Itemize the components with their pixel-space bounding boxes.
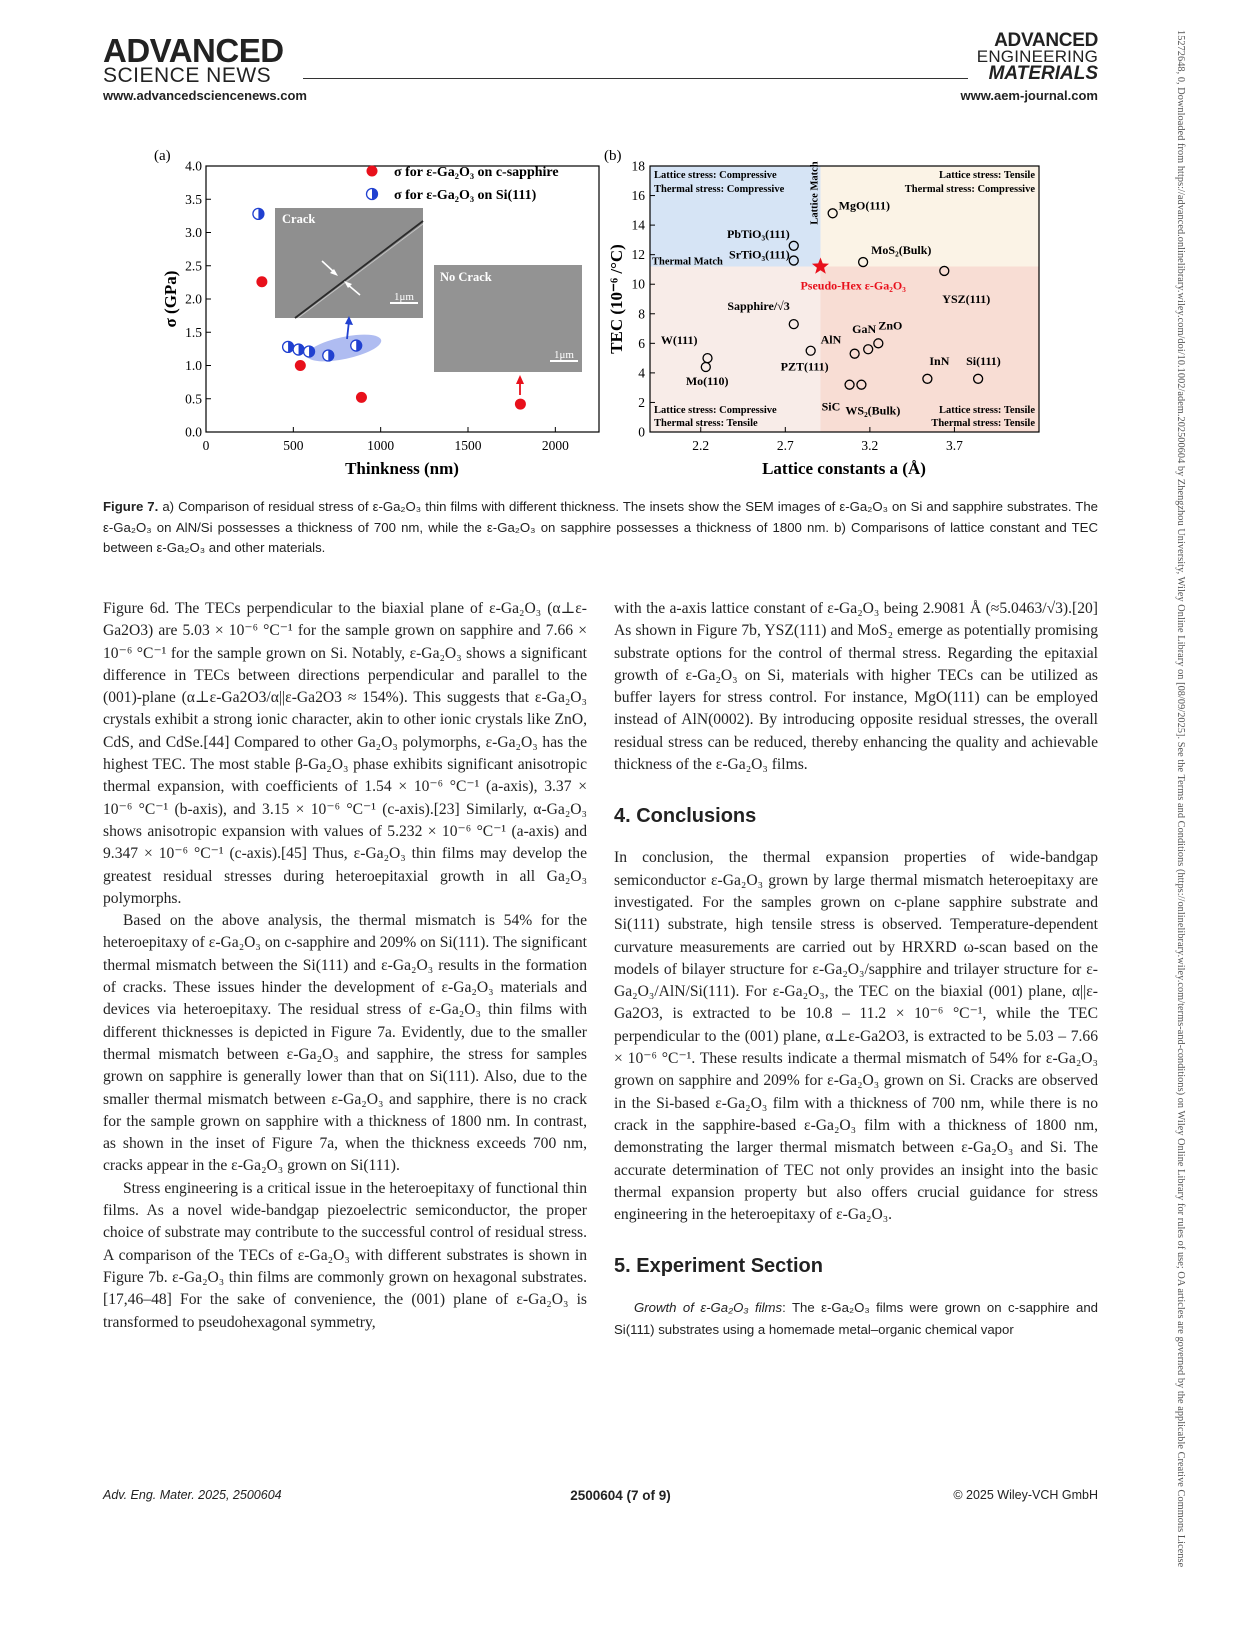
panel-a-x-axis-label: Thinkness (nm)	[345, 459, 459, 478]
y-tick-label: 16	[631, 188, 645, 204]
x-tick-label: 0	[202, 438, 210, 453]
y-tick-label: 12	[631, 247, 645, 263]
lattice-match-label: Lattice Match	[809, 161, 821, 225]
material-label: PbTiO₃(111)	[727, 226, 790, 241]
material-label: SrTiO₃(111)	[729, 247, 790, 262]
section-heading-conclusions: 4. Conclusions	[614, 805, 757, 828]
si-data-point	[283, 341, 294, 352]
si-cluster-highlight	[305, 329, 384, 366]
journal-logo-right	[977, 32, 1098, 83]
sapphire-data-point	[295, 360, 306, 371]
caption-label: Figure 7.	[103, 499, 159, 514]
material-label: SiC	[821, 399, 841, 414]
material-label: MoS₂(Bulk)	[871, 243, 932, 258]
region-label: Thermal stress: Tensile	[931, 418, 1035, 429]
y-tick-label: 1.0	[185, 358, 202, 373]
legend-sapphire-marker	[367, 166, 378, 177]
legend-sapphire-label: σ for ε-Ga₂O₃ on c-sapphire	[394, 165, 559, 180]
figure-7	[150, 143, 1050, 488]
material-label: Si(111)	[966, 353, 1001, 368]
figure-7-svg	[150, 143, 1050, 483]
material-label: AlN	[820, 332, 842, 347]
logo-left-line2: SCIENCE NEWS	[103, 64, 272, 87]
si-data-point	[304, 346, 315, 357]
x-tick-label: 2.7	[776, 438, 794, 453]
journal-logo-left	[103, 34, 284, 86]
material-label: Sapphire/√3	[727, 299, 790, 314]
x-tick-label: 500	[283, 438, 304, 453]
logo-left-line1: ADVANCED	[103, 32, 284, 69]
y-tick-label: 4	[638, 365, 645, 381]
right-paragraph-conclusions: In conclusion, the thermal expansion properties of wide-bandgap semiconductor ε-Ga₂O₃ grown by large thermal mismatch heteroepitaxy are investigated. For the samples grown on c-plane sapphire substrate and Si(111) substrate, high tensile stress is observed. Temperature-dependent curvature measurements are carried out by HRXRD ω-scan based on the models of bilayer structure for ε-Ga₂O₃/sapphire and trilayer structure for ε-Ga₂O₃/AlN/Si(111). For ε-Ga₂O₃, the TEC on the biaxial (001) plane, α||ε-Ga2O3, is extracted to be 10.8 – 11.2 × 10⁻⁶ °C⁻¹, while the TEC perpendicular to the (001) plane, α⊥ε-Ga2O3, is extracted to be 5.03 – 7.66 × 10⁻⁶ °C⁻¹. These results indicate a thermal mismatch of 54% for ε-Ga₂O₃ grown on sapphire and 209% for ε-Ga₂O₃ grown on Si. Cracks are observed in the Si-based ε-Ga₂O₃ film with a thickness of 700 nm, while there is no crack in the sapphire-based ε-Ga₂O₃ film with a thickness of 1800 nm, demonstrating the larger thermal mismatch between ε-Ga₂O₃ and Si. The accurate determination of TEC not only provides an insight into the basic thermal expansion property but also offers crucial guidance for stress engineering in the heteroepitaxy of ε-Ga₂O₃.	[614, 849, 1098, 1224]
material-label: MgO(111)	[838, 198, 890, 213]
material-label: ZnO	[878, 318, 903, 333]
inset-crack-sem	[275, 208, 423, 318]
panel-b	[604, 148, 1039, 478]
material-label: Mo(110)	[685, 373, 729, 388]
logo-right-line3: MATERIALS	[988, 63, 1098, 85]
y-tick-label: 0.5	[185, 391, 202, 407]
x-tick-label: 1000	[367, 438, 395, 453]
material-label: WS₂(Bulk)	[845, 403, 901, 418]
si-data-point	[323, 350, 334, 361]
figure-caption	[103, 497, 1098, 559]
region-label: Thermal stress: Tensile	[654, 418, 758, 429]
panel-b-label: (b)	[604, 148, 622, 164]
y-tick-label: 2.5	[185, 258, 202, 274]
region-label: Lattice stress: Tensile	[938, 170, 1035, 181]
y-tick-label: 8	[638, 306, 645, 322]
region-label: Lattice stress: Compressive	[654, 170, 777, 181]
inset-crack-label: Crack	[282, 212, 316, 226]
material-label: W(111)	[660, 333, 698, 348]
download-side-note: 15272648, 0, Downloaded from https://advanced.onlinelibrary.wiley.com/doi/10.1002/adem.202500604 by Zhengzhou University, Wiley Online Library on [08/09/2025]. See the Terms and Conditions (https://onlinelibrary.wiley.com/terms-and-conditions) on Wiley Online Library for rules of use; OA articles are governed by the applicable Creative Commons License	[1175, 30, 1186, 1568]
y-tick-label: 2	[638, 394, 645, 410]
x-tick-label: 3.7	[945, 438, 963, 453]
material-label: PZT(111)	[780, 359, 829, 374]
x-tick-label: 1500	[454, 438, 482, 453]
material-label: GaN	[852, 322, 877, 337]
y-tick-label: 1.5	[185, 324, 202, 340]
si-data-point	[293, 344, 304, 355]
panel-a-label: (a)	[154, 148, 171, 164]
inset-nocrack-label: No Crack	[440, 270, 492, 284]
y-tick-label: 3.0	[185, 225, 202, 240]
left-paragraph-3: Stress engineering is a critical issue in the heteroepitaxy of functional thin films. As a novel wide-bandgap piezoelectric semiconductor, the proper choice of substrate may contribute to the successful control of residual stress. A comparison of the TECs of ε-Ga₂O₃ with different substrates is shown in Figure 7b. ε-Ga₂O₃ thin films are commonly grown on hexagonal substrates.[17,46–48] For the sake of convenience, the (001) plane of ε-Ga₂O₃ is transformed to pseudohexagonal symmetry,	[103, 1179, 587, 1331]
caption-text: a) Comparison of residual stress of ε-Ga₂O₃ thin films with different thickness. The insets show the SEM images of ε-Ga₂O₃ on Si and sapphire substrates. The ε-Ga₂O₃ on AlN/Si possesses a thickness of 700 nm, while the ε-Ga₂O₃ on sapphire possesses a thickness of 1800 nm. b) Comparisons of lattice constant and TEC between ε-Ga₂O₃ and other materials.	[103, 499, 1098, 555]
thermal-match-label: Thermal Match	[652, 256, 723, 268]
y-tick-label: 2.0	[185, 291, 202, 307]
footer-journal-ref: Adv. Eng. Mater. 2025, 2500604	[103, 1488, 282, 1502]
y-tick-label: 14	[631, 217, 645, 233]
y-tick-label: 0.0	[185, 424, 202, 440]
region-label: Thermal stress: Compressive	[654, 184, 785, 195]
header-rule	[303, 78, 968, 79]
footer-copyright: © 2025 Wiley-VCH GmbH	[953, 1488, 1098, 1502]
region-label: Thermal stress: Compressive	[904, 184, 1035, 195]
sapphire-data-point	[515, 399, 526, 410]
experiment-text: : The ε-Ga₂O₃ films were grown on c-sapphire and Si(111) substrates using a homemade metal–organic chemical vapor	[614, 1300, 1098, 1338]
inset-crack-scalebar: 1μm	[394, 291, 414, 303]
si-data-point	[351, 340, 362, 351]
logo-right-line1: ADVANCED	[994, 30, 1098, 51]
panel-a-y-axis-label: σ (GPa)	[161, 270, 180, 328]
experiment-subheading: Growth of ε-Ga₂O₃ films	[634, 1300, 783, 1316]
y-tick-label: 3.5	[185, 191, 202, 207]
region-label: Lattice stress: Compressive	[654, 405, 777, 416]
x-tick-label: 3.2	[861, 438, 879, 453]
y-tick-label: 10	[631, 276, 645, 292]
sapphire-data-point	[256, 276, 267, 287]
y-tick-label: 0	[638, 424, 645, 440]
panel-b-x-axis-label: Lattice constants a (Å)	[762, 459, 926, 478]
y-tick-label: 6	[638, 335, 645, 351]
right-url-link[interactable]: www.aem-journal.com	[960, 88, 1098, 103]
right-paragraph-experiment	[614, 1297, 1098, 1341]
inset-nocrack-sem	[434, 265, 582, 372]
x-tick-label: 2000	[541, 438, 569, 453]
y-tick-label: 4.0	[185, 158, 202, 174]
x-tick-label: 2.2	[692, 438, 710, 453]
right-column	[614, 598, 1098, 1341]
material-label: YSZ(111)	[942, 291, 991, 306]
pseudo-hex-label: Pseudo-Hex ε-Ga₂O₃	[800, 278, 906, 293]
panel-b-y-axis-label: TEC (10⁻⁶ /°C)	[607, 244, 626, 354]
section-heading-experiment: 5. Experiment Section	[614, 1255, 823, 1278]
left-url-link[interactable]: www.advancedsciencenews.com	[103, 88, 307, 103]
left-column	[103, 598, 587, 1334]
footer-page-number: 2500604 (7 of 9)	[570, 1488, 671, 1503]
legend-si-marker	[367, 189, 378, 200]
material-label: InN	[929, 353, 950, 368]
legend-si-label: σ for ε-Ga₂O₃ on Si(111)	[394, 188, 537, 203]
inset-nocrack-scalebar: 1μm	[554, 349, 574, 361]
logo-right-line2: ENGINEERING	[976, 47, 1098, 67]
si-data-point	[253, 208, 264, 219]
left-paragraph-2: Based on the above analysis, the thermal mismatch is 54% for the heteroepitaxy of ε-Ga₂O₃ on c-sapphire and 209% on Si(111). The significant thermal mismatch between the Si(111) and ε-Ga₂O₃ results in the formation of cracks. These issues hinder the development of ε-Ga₂O₃ materials and devices via heteroepitaxy. The residual stress of ε-Ga₂O₃ thin films with different thicknesses is depicted in Figure 7a. Evidently, due to the smaller thermal mismatch between ε-Ga₂O₃ and sapphire, the stress for samples grown on sapphire is generally lower than that on Si(111). Also, due to the smaller thermal mismatch between ε-Ga₂O₃ and sapphire, there is no crack for the sample grown on sapphire with a thickness of 1800 nm. In contrast, as shown in the inset of Figure 7a, when the thickness exceeds 700 nm, cracks appear in the ε-Ga₂O₃ grown on Si(111).	[103, 912, 587, 1175]
panel-a	[154, 148, 599, 478]
region-label: Lattice stress: Tensile	[938, 405, 1035, 416]
panel-a-x-ticks	[203, 427, 569, 453]
left-paragraph-1: Figure 6d. The TECs perpendicular to the biaxial plane of ε-Ga₂O₃ (α⊥ε-Ga2O3) are 5.03 × 10⁻⁶ °C⁻¹ for the sample grown on sapphire and 7.66 × 10⁻⁶ °C⁻¹ for the sample grown on Si. Notably, ε-Ga₂O₃ shows a significant difference in TECs between directions perpendicular and parallel to the (001)-plane (α⊥ε-Ga2O3/α||ε-Ga2O3 ≈ 154%). This suggests that ε-Ga₂O₃ crystals exhibit a strong ionic character, akin to other ionic crystals like ZnO, CdS, and CdSe.[44] Compared to other Ga₂O₃ polymorphs, ε-Ga₂O₃ has the highest TEC. The most stable β-Ga₂O₃ phase exhibits significant anisotropic thermal expansion, with coefficients of 1.54 × 10⁻⁶ °C⁻¹ (a-axis), 3.37 × 10⁻⁶ °C⁻¹ (b-axis), and 3.15 × 10⁻⁶ °C⁻¹ (c-axis).[23] Similarly, α-Ga₂O₃ shows anisotropic expansion with values of 5.232 × 10⁻⁶ °C⁻¹ (a-axis) and 9.347 × 10⁻⁶ °C⁻¹ (c-axis).[45] Thus, ε-Ga₂O₃ thin films may develop the greatest residual stresses during heteroepitaxial growth in all Ga₂O₃ polymorphs.	[103, 600, 587, 907]
y-tick-label: 18	[631, 158, 645, 174]
right-paragraph-1: with the a-axis lattice constant of ε-Ga₂O₃ being 2.9081 Å (≈5.0463/√3).[20] As shown in Figure 7b, YSZ(111) and MoS₂ emerge as potentially promising substrate options for the control of thermal stress. Regarding the epitaxial growth of ε-Ga₂O₃ on Si, materials with higher TECs can be utilized as buffer layers for stress control. For instance, MgO(111) can be employed instead of AlN(0002). By introducing opposite residual stresses, the overall residual stress can be reduced, thereby enhancing the quality and achievable thickness of the ε-Ga₂O₃ films.	[614, 600, 1098, 774]
panel-a-y-ticks	[185, 159, 211, 440]
sapphire-data-point	[356, 392, 367, 403]
